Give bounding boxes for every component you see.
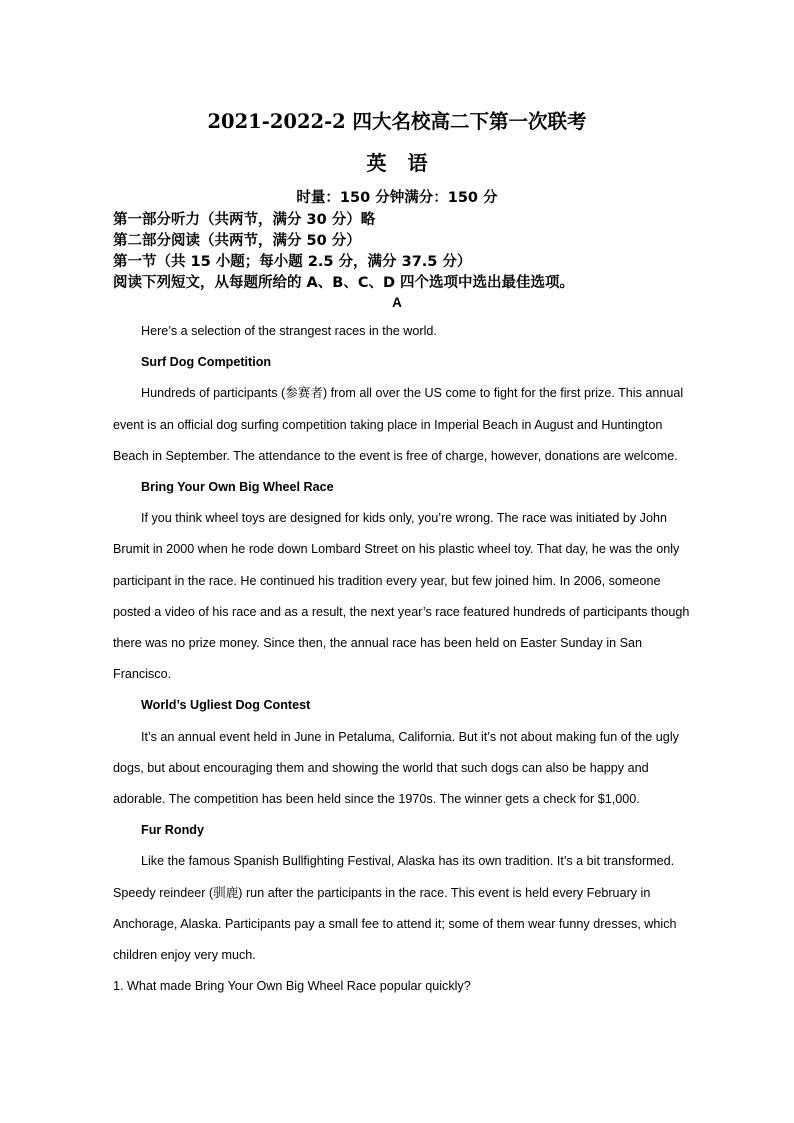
section-paragraph: Hundreds of participants (参赛者) from all over the US come to fight for the first prize. This annual event is an official dog surfing competition taking place in Imperial Beach in August and Huntington Beach in September. The attendance to the event is free of charge, however, donations are welcome.: [113, 386, 684, 463]
section-paragraph: Like the famous Spanish Bullfighting Festival, Alaska has its own tradition. It’s a bit transformed. Speedy reindeer (驯鹿) run after the participants in the race. This event is held every February in Anchorage, Alaska. Participants pay a small fee to attend it; some of them wear funny dresses, which children enjoy very much.: [113, 854, 677, 963]
subject-char-1: 英: [366, 151, 387, 175]
subject-char-2: 语: [407, 151, 428, 175]
part2-instruction: 第二部分阅读（共两节，满分 50 分）: [113, 233, 361, 249]
part1-instruction: 第一部分听力（共两节，满分 30 分）略: [113, 212, 376, 228]
exam-title: 2021-2022-2 四大名校高二下第一次联考: [207, 110, 587, 133]
subject-title: [0, 147, 794, 176]
section-heading: Surf Dog Competition: [141, 355, 272, 370]
section-heading: Fur Rondy: [141, 823, 204, 838]
section1-instruction: 第一节（共 15 小题；每小题 2.5 分，满分 37.5 分）: [113, 254, 472, 270]
directions: 阅读下列短文，从每题所给的 A、B、C、D 四个选项中选出最佳选项。: [113, 275, 575, 291]
passage-body: [113, 316, 695, 1002]
section-heading: Bring Your Own Big Wheel Race: [141, 480, 334, 495]
question-1: 1. What made Bring Your Own Big Wheel Race popular quickly?: [113, 979, 471, 994]
passage-intro: Here’s a selection of the strangest races in the world.: [141, 324, 437, 338]
section-paragraph: If you think wheel toys are designed for kids only, you’re wrong. The race was initiated by John Brumit in 2000 when he rode down Lombard Street on his plastic wheel toy. That day, he was the only participant in the race. He continued his tradition every year, but few joined him. In 2006, someone posted a video of his race and as a result, the next year’s race featured hundreds of participants though there was no prize money. Since then, the annual race has been held on Easter Sunday in San Francisco.: [113, 511, 690, 682]
section-heading: World’s Ugliest Dog Contest: [141, 698, 311, 713]
time-and-score: 时量：150 分钟满分：150 分: [296, 190, 498, 206]
section-paragraph: It’s an annual event held in June in Petaluma, California. But it’s not about making fun of the ugly dogs, but about encouraging them and showing the world that such dogs can also be happy and adorable. The competition has been held since the 1970s. The winner gets a check for $1,000.: [113, 729, 679, 807]
passage-letter: A: [392, 295, 402, 310]
